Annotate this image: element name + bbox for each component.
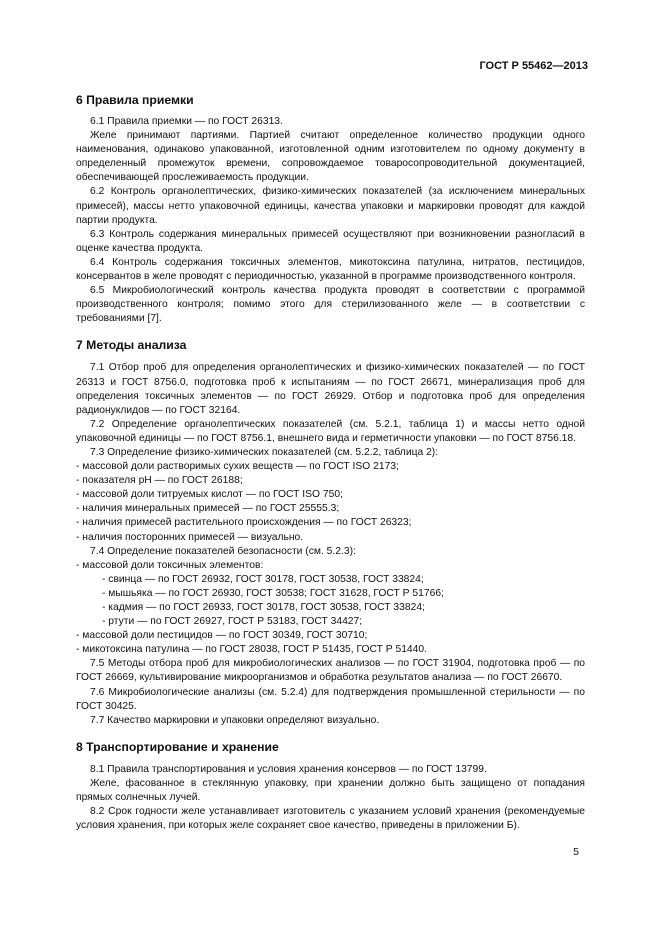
- list-item-7-3: - наличия минеральных примесей — по ГОСТ 25555.3;: [76, 503, 340, 515]
- page-number: 5: [573, 846, 579, 858]
- paragraph-7-7: 7.7 Качество маркировки и упаковки определяют визуально.: [90, 714, 380, 726]
- paragraph-7-5: 7.5 Методы отбора проб для микробиологических анализов — по ГОСТ 31904, подготовка проб — по ГОСТ 26669, культивирование микроорганизмов и обработка результатов анализа — по ГОСТ 26670.: [76, 658, 585, 684]
- paragraph-7-3: 7.3 Определение физико-химических показателей (см. 5.2.2, таблица 2):: [90, 446, 439, 458]
- paragraph-6-5: 6.5 Микробиологический контроль качества продукта проводят в соответствии с программой производственного контроля; помимо этого для стерилизованного желе — в соответствии с требованиями [7].: [76, 285, 585, 325]
- sub-list-item-toxic: - мышьяка — по ГОСТ 26930, ГОСТ 30538; ГОСТ 31628, ГОСТ Р 51766;: [102, 587, 444, 599]
- paragraph-6-4: 6.4 Контроль содержания токсичных элементов, микотоксина патулина, нитратов, пестицидов, консервантов в желе проводят с периодичностью, указанной в программе производственного контроля.: [76, 256, 585, 283]
- paragraph-lot-definition: Желе принимают партиями. Партией считают определенное количество продукции одного наименования, одинаково упакованной, изготовленной одним изготовителем по одному документу в определенный промежуток времени, сопровождаемое товаросопроводительной документацией, обеспечивающей прослеживаемость продукции.: [76, 130, 585, 184]
- sub-list-item-toxic: - свинца — по ГОСТ 26932, ГОСТ 30178, ГОСТ 30538, ГОСТ 33824;: [102, 573, 424, 585]
- paragraph-6-1: 6.1 Правила приемки — по ГОСТ 26313.: [90, 116, 283, 127]
- paragraph-glass-storage: Желе, фасованное в стеклянную упаковку, при хранении должно быть защищено от попадания прямых солнечных лучей.: [76, 777, 585, 804]
- list-item-7-4: - микотоксина патулина — по ГОСТ 28038, ГОСТ Р 51435, ГОСТ Р 51440.: [76, 644, 427, 656]
- paragraph-7-2: 7.2 Определение органолептических показателей (см. 5.2.1, таблица 1) и массы нетто одной упаковочной единицы — по ГОСТ 8756.1, внешнего вида и герметичности упаковки — по ГОСТ 8756.18.: [76, 418, 585, 444]
- section-6-heading: 6 Правила приемки: [76, 93, 194, 107]
- section-7-heading: 7 Методы анализа: [76, 338, 187, 353]
- paragraph-7-4: 7.4 Определение показателей безопасности (см. 5.2.3):: [90, 545, 356, 557]
- paragraph-7-6: 7.6 Микробиологические анализы (см. 5.2.4) для подтверждения промышленной стерильности — по ГОСТ 30425.: [76, 686, 585, 712]
- section-8-heading: 8 Транспортирование и хранение: [76, 739, 279, 754]
- list-item-7-3: - массовой доли титруемых кислот — по ГОСТ ISO 750;: [76, 489, 343, 501]
- document-body: [76, 93, 585, 833]
- paragraph-8-2: 8.2 Срок годности желе устанавливает изготовитель с указанием условий хранения (рекомендуемые условия хранения, при которых желе сохраняет свое качество, приведены в приложении Б).: [76, 806, 585, 832]
- paragraph-7-1: 7.1 Отбор проб для определения органолептических и физико-химических показателей — по ГОСТ 26313 и ГОСТ 8756.0, подготовка проб к испытаниям — по ГОСТ 26671, минерализация проб для определения токсичных элементов — по ГОСТ 26929. Отбор и подготовка проб для определения радионуклидов — по ГОСТ 32164.: [76, 362, 585, 416]
- list-item-toxic-elements: - массовой доли токсичных элементов:: [76, 559, 264, 571]
- sub-list-item-toxic: - ртути — по ГОСТ 26927, ГОСТ Р 53183, ГОСТ 34427;: [102, 616, 363, 628]
- standard-header: ГОСТ Р 55462—2013: [479, 60, 588, 72]
- list-item-7-3: - массовой доли растворимых сухих веществ — по ГОСТ ISO 2173;: [76, 461, 399, 473]
- list-item-7-3: - наличия посторонних примесей — визуально.: [76, 531, 304, 543]
- paragraph-6-3: 6.3 Контроль содержания минеральных примесей осуществляют при возникновении разногласий в оценке качества продукта.: [76, 228, 585, 254]
- sub-list-item-toxic: - кадмия — по ГОСТ 26933, ГОСТ 30178, ГОСТ 30538, ГОСТ 33824;: [102, 602, 425, 613]
- paragraph-6-2: 6.2 Контроль органолептических, физико-химических показателей (за исключением минеральных примесей), массы нетто упаковочной единицы, качества упаковки и маркировки проводят для каждой партии продукта.: [76, 186, 585, 226]
- list-item-7-3: - показателя pH — по ГОСТ 26188;: [76, 475, 243, 487]
- list-item-7-3: - наличия примесей растительного происхождения — по ГОСТ 26323;: [76, 517, 412, 529]
- list-item-7-4: - массовой доли пестицидов — по ГОСТ 30349, ГОСТ 30710;: [76, 630, 368, 642]
- paragraph-8-1: 8.1 Правила транспортирования и условия хранения консервов — по ГОСТ 13799.: [90, 763, 487, 775]
